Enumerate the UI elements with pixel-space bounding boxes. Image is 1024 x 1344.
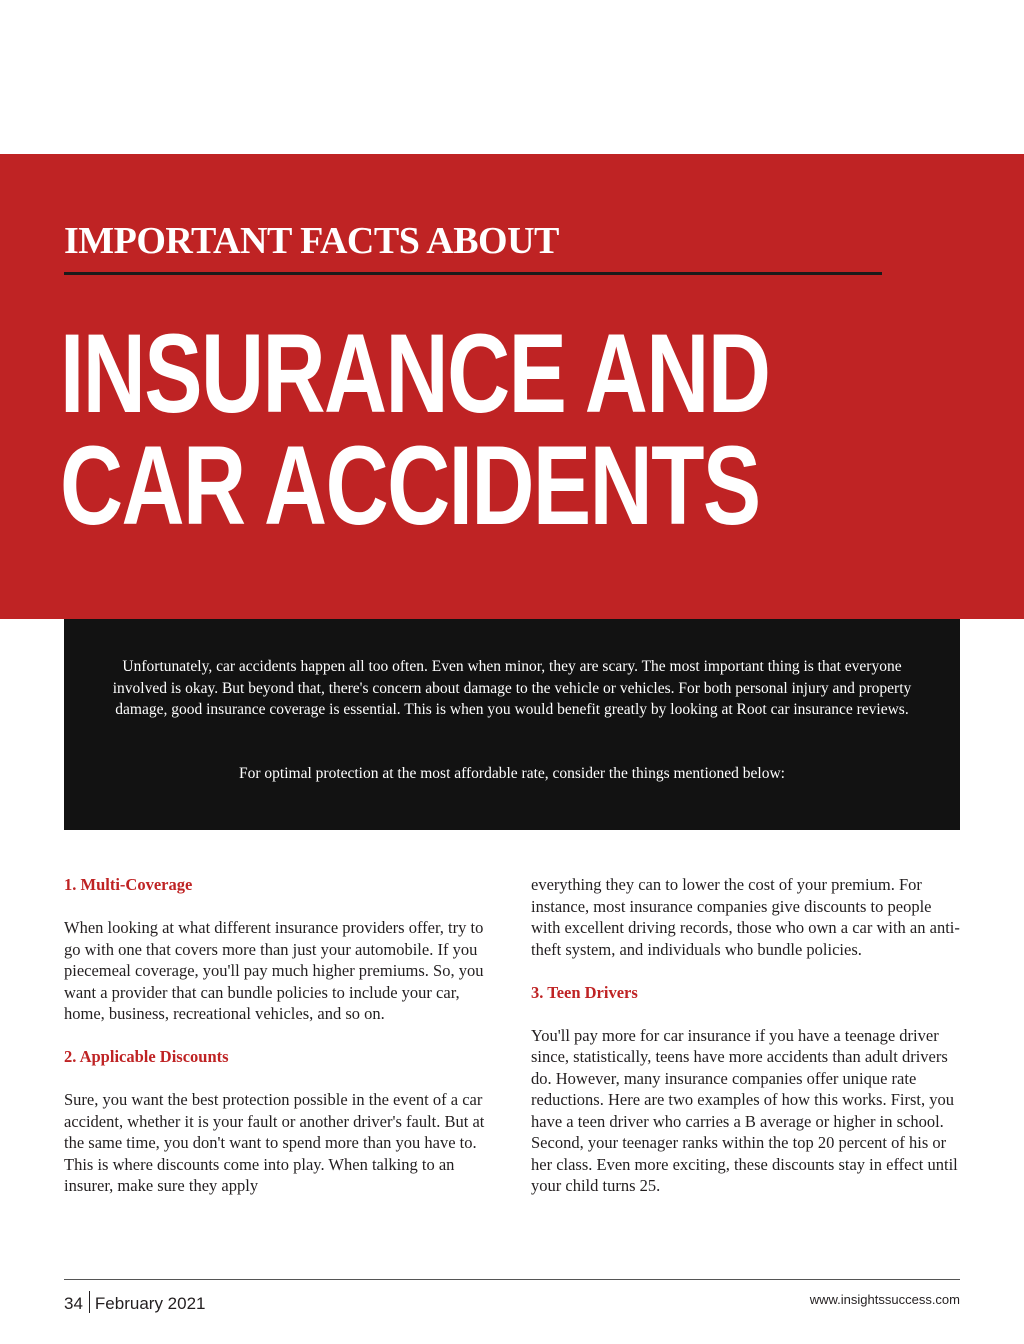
page-number: 34: [64, 1294, 83, 1313]
article-title-line-1: INSURANCE AND: [60, 311, 770, 436]
article-column-right: [531, 874, 961, 1218]
section-body-multi-coverage: When looking at what different insurance providers offer, try to go with one that covers more than just your automobile. If you piecemeal coverage, you'll pay much higher premiums. So, you want a provider that can bundle policies to include your car, home, business, recreational vehicles, and so on.: [64, 918, 484, 1023]
website-url: www.insightssuccess.com: [809, 1292, 960, 1307]
footer-separator: [89, 1291, 90, 1313]
footer-page-info: [64, 1291, 206, 1316]
intro-panel: [64, 619, 960, 830]
article-column-left: [64, 874, 494, 1218]
section-body-applicable-discounts-part1: Sure, you want the best protection possible in the event of a car accident, whether it is your fault or another driver's fault. But at the same time, you don't want to spend more than you have to. This is where discounts come into play. When talking to an insurer, make sure they apply: [64, 1090, 485, 1195]
kicker-divider: [64, 272, 882, 275]
section-body-teen-drivers: You'll pay more for car insurance if you have a teenage driver since, statistically, teens have more accidents than adult drivers do. However, many insurance companies offer unique rate reductions. Here are two examples of how this works. First, you have a teen driver who carries a B average or higher in school. Second, your teenager ranks within the top 20 percent of his or her class. Even more exciting, these discounts stay in effect until your child turns 25.: [531, 1025, 958, 1195]
section-heading-teen-drivers: 3. Teen Drivers: [531, 982, 638, 1002]
article-title: [60, 311, 770, 548]
intro-paragraph: Unfortunately, car accidents happen all too often. Even when minor, they are scary. The most important thing is that everyone involved is okay. But beyond that, there's concern about damage to the vehicle or vehicles. For both personal injury and property damage, good insurance coverage is essential. This is when you would benefit greatly by looking at Root car insurance reviews.: [112, 658, 912, 718]
section-heading-applicable-discounts: 2. Applicable Discounts: [64, 1047, 229, 1066]
intro-closing-line: For optimal protection at the most affordable rate, consider the things mentioned below:: [239, 765, 785, 782]
kicker-heading: IMPORTANT FACTS ABOUT: [64, 220, 559, 262]
article-title-line-2: CAR ACCIDENTS: [60, 423, 760, 548]
section-body-applicable-discounts-part2: everything they can to lower the cost of your premium. For instance, most insurance companies give discounts to people with excellent driving records, those who own a car with an anti-theft system, and individuals who bundle policies.: [531, 875, 960, 959]
footer-divider: [64, 1279, 960, 1280]
issue-date: February 2021: [94, 1294, 206, 1313]
section-heading-multi-coverage: 1. Multi-Coverage: [64, 875, 193, 894]
